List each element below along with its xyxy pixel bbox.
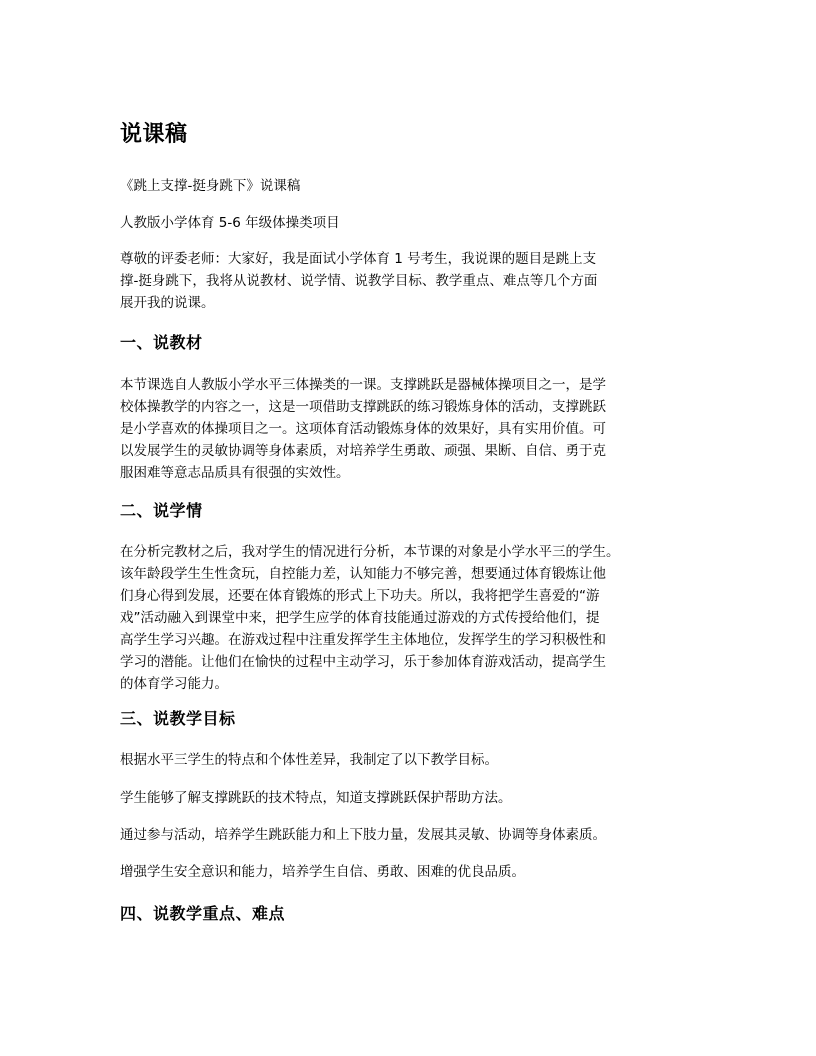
paragraph-line: 校体操教学的内容之一，这是一项借助支撑跳跃的练习锻炼身体的活动，支撑跳跃 <box>120 399 606 415</box>
paragraph-line: 高学生学习兴趣。在游戏过程中注重发挥学生主体地位，发挥学生的学习积极性和 <box>120 632 606 648</box>
section-heading-key-points: 四、说教学重点、难点 <box>120 904 286 923</box>
paragraph-line: 以发展学生的灵敏协调等身体素质，对培养学生勇敢、顽强、果断、自信、勇于克 <box>120 443 606 459</box>
objective-item: 学生能够了解支撑跳跃的技术特点，知道支撑跳跃保护帮助方法。 <box>120 790 512 806</box>
paragraph-line: 是小学喜欢的体操项目之一。这项体育活动锻炼身体的效果好，具有实用价值。可 <box>120 421 606 437</box>
section-heading-textbook: 一、说教材 <box>120 333 203 352</box>
objectives-intro: 根据水平三学生的特点和个体性差异，我制定了以下教学目标。 <box>120 752 498 768</box>
paragraph-line: 该年龄段学生生性贪玩，自控能力差，认知能力不够完善，想要通过体育锻炼让他 <box>120 566 606 582</box>
students-paragraph <box>120 541 706 695</box>
document-title: 说课稿 <box>120 122 188 147</box>
paragraph-line: 本节课选自人教版小学水平三体操类的一课。支撑跳跃是器械体操项目之一，是学 <box>120 377 606 393</box>
intro-line: 撑-挺身跳下，我将从说教材、说学情、说教学目标、教学重点、难点等几个方面 <box>120 273 598 289</box>
objective-item: 通过参与活动，培养学生跳跃能力和上下肢力量，发展其灵敏、协调等身体素质。 <box>120 827 606 843</box>
section-heading-students: 二、说学情 <box>120 501 203 520</box>
grade-line: 人教版小学体育 5-6 年级体操类项目 <box>120 215 340 231</box>
paragraph-line: 服困难等意志品质具有很强的实效性。 <box>120 465 350 481</box>
objective-item: 增强学生安全意识和能力，培养学生自信、勇敢、困难的优良品质。 <box>120 864 525 880</box>
textbook-paragraph <box>120 374 706 484</box>
intro-line: 尊敬的评委老师：大家好，我是面试小学体育 1 号考生，我说课的题目是跳上支 <box>120 251 597 267</box>
paragraph-line: 学习的潜能。让他们在愉快的过程中主动学习，乐于参加体育游戏活动，提高学生 <box>120 654 606 670</box>
paragraph-line: 的体育学习能力。 <box>120 676 228 692</box>
paragraph-line: 们身心得到发展，还要在体育锻炼的形式上下功夫。所以，我将把学生喜爱的“游 <box>120 588 600 604</box>
intro-paragraph <box>120 248 706 314</box>
section-heading-objectives: 三、说教学目标 <box>120 709 236 728</box>
intro-line: 展开我的说课。 <box>120 295 215 311</box>
paragraph-line: 戏”活动融入到课堂中来，把学生应学的体育技能通过游戏的方式传授给他们，提 <box>120 610 600 626</box>
paragraph-line: 在分析完教材之后，我对学生的情况进行分析，本节课的对象是小学水平三的学生。 <box>120 544 620 560</box>
lesson-subtitle: 《跳上支撑-挺身跳下》说课稿 <box>120 178 301 194</box>
